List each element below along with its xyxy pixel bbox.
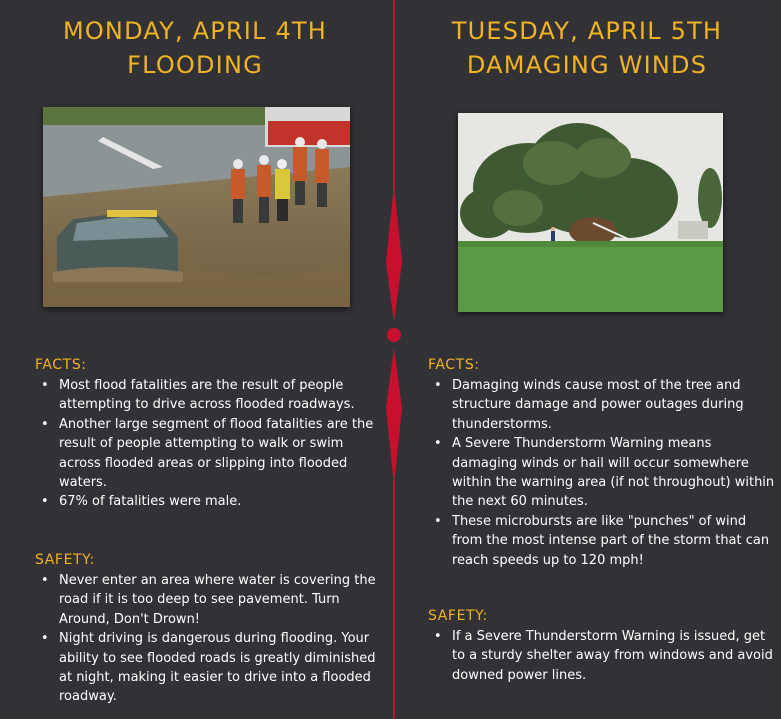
flooding-safety-list: [37, 571, 382, 707]
flooding-facts-heading: FACTS:: [35, 357, 87, 373]
winds-safety-heading: SAFETY:: [428, 608, 488, 624]
list-item: • These microbursts are like "punches" of wind from the most intense part of the storm that can reach speeds up to 120 mph!: [430, 512, 775, 570]
flooding-safety-heading: SAFETY:: [35, 552, 95, 568]
list-item: • A Severe Thunderstorm Warning means damaging winds or hail will occur somewhere within the warning area (if not throughout) within the next 60 minutes.: [430, 434, 775, 512]
list-item: • Another large segment of flood fatalities are the result of people attempting to walk or swim across flooded areas or slipping into flooded waters.: [37, 415, 382, 493]
winds-facts-list: [430, 376, 775, 570]
list-item: • Damaging winds cause most of the tree and structure damage and power outages during thunderstorms.: [430, 376, 775, 434]
winds-date: TUESDAY, APRIL 5TH: [451, 17, 723, 45]
list-item: • Never enter an area where water is covering the road if it is too deep to see pavement. Turn Around, Don't Drown!: [37, 571, 382, 629]
flooding-date: MONDAY, APRIL 4TH: [62, 17, 328, 45]
list-item: • 67% of fatalities were male.: [37, 492, 382, 511]
flooding-topic: FLOODING: [127, 51, 263, 79]
flooding-column: [0, 0, 390, 719]
winds-topic: DAMAGING WINDS: [466, 51, 708, 79]
list-item: • Night driving is dangerous during flooding. Your ability to see flooded roads is greatly diminished at night, making it easier to drive into a flooded roadway.: [37, 629, 382, 707]
flooding-title: [0, 14, 390, 82]
uprooted-tree-photo: [458, 113, 723, 312]
winds-facts-heading: FACTS:: [428, 357, 480, 373]
list-item: • If a Severe Thunderstorm Warning is issued, get to a sturdy shelter away from windows and avoid downed power lines.: [430, 627, 775, 685]
winds-column: [393, 0, 781, 719]
flooding-facts-list: [37, 376, 382, 512]
winds-safety-list: [430, 627, 775, 685]
winds-title: [393, 14, 781, 82]
flooded-street-photo: [43, 107, 350, 307]
list-item: • Most flood fatalities are the result of people attempting to drive across flooded roadways.: [37, 376, 382, 415]
